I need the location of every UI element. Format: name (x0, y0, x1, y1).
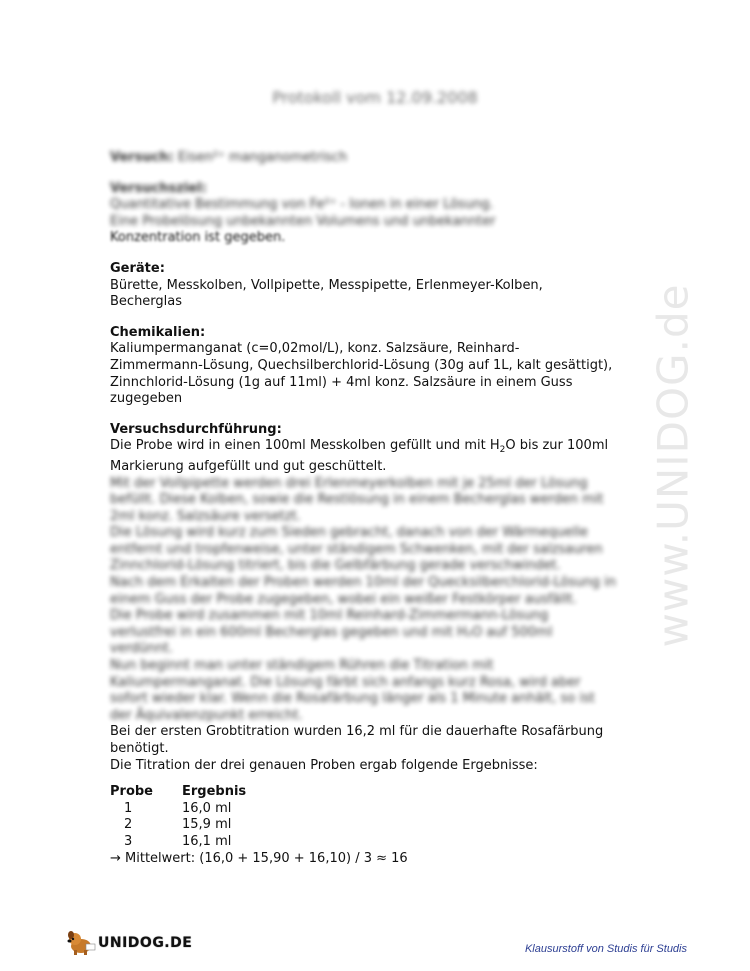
blurred-line: der Äquivalenzpunkt erreicht. (110, 707, 303, 723)
durchfuehrung-line: Die Titration der drei genauen Proben ergab folgende Ergebnisse: (110, 757, 538, 773)
table-row (110, 817, 650, 834)
chemikalien-line: zugegeben (110, 391, 183, 407)
durchfuehrung-section (110, 422, 650, 774)
unidog-logo[interactable] (66, 930, 192, 956)
results-mean: → Mittelwert: (16,0 + 15,90 + 16,10) / 3 ≈ 16 (110, 850, 408, 866)
versuchsziel-line: Quantitative Bestimmung von Fe²⁺ - Ionen in einer Lösung. (110, 197, 494, 213)
chemikalien-heading: Chemikalien: (110, 324, 206, 340)
results-header-ergebnis: Ergebnis (182, 784, 247, 800)
versuchsziel-heading: Versuchsziel: (110, 180, 207, 196)
chemikalien-line: Zinnchlorid-Lösung (1g auf 11ml) + 4ml konz. Salzsäure in einem Guss (110, 374, 573, 390)
results-probe: 3 (124, 833, 133, 849)
table-row (110, 801, 650, 818)
blurred-line: Mit der Vollpipette werden drei Erlenmeyerkolben mit je 25ml der Lösung (110, 475, 588, 491)
blurred-line: befüllt. Diese Kolben, sowie die Restlösung in einem Becherglas werden mit (110, 492, 604, 508)
versuchsziel-last-line: Konzentration ist gegeben. (110, 230, 286, 246)
blurred-line: Zinnchlorid-Lösung titriert, bis die Gelbfärbung gerade verschwindet. (110, 558, 561, 574)
blurred-line: 2ml konz. Salzsäure versetzt. (110, 508, 301, 524)
blurred-line: entfernt und tropfenweise, unter ständigem Schwenken, mit der salzsauren (110, 541, 603, 557)
results-value: 16,1 ml (182, 833, 232, 849)
durchfuehrung-line: benötigt. (110, 741, 169, 756)
document-body (110, 150, 650, 867)
dog-icon (66, 930, 96, 956)
results-probe: 1 (124, 800, 133, 816)
chemikalien-line: Zimmermann-Lösung, Quechsilberchlorid-Lösung (30g auf 1L, kalt gesättigt), (110, 357, 613, 373)
versuch-section (110, 150, 650, 167)
versuch-label: Versuch: (110, 150, 174, 165)
results-header-row (110, 784, 650, 801)
results-table (110, 784, 650, 867)
blurred-line: Die Lösung wird kurz zum Sieden gebracht, danach von der Wärmequelle (110, 525, 588, 541)
results-value: 16,0 ml (182, 800, 232, 816)
results-value: 15,9 ml (182, 817, 232, 833)
durchfuehrung-line: Markierung aufgefüllt und gut geschüttelt. (110, 458, 387, 474)
geraete-heading: Geräte: (110, 260, 165, 276)
geraete-section (110, 261, 650, 311)
blurred-line: Kaliumpermanganat. Die Lösung färbt sich anfangs kurz Rosa, wird aber (110, 674, 581, 690)
chemikalien-line: Kaliumpermanganat (c=0,02mol/L), konz. Salzsäure, Reinhard- (110, 341, 520, 357)
versuchsziel-section (110, 181, 650, 247)
results-header-probe: Probe (110, 784, 153, 800)
blurred-line: verdünnt. (110, 641, 174, 657)
page-title: Protokoll vom 12.09.2008 (272, 88, 478, 107)
footer-tagline: Klausurstoff von Studis für Studis (524, 943, 687, 955)
watermark-text: www.UNIDOG.de (648, 283, 698, 647)
blurred-line: sofort wieder klar. Wenn die Rosafärbung länger als 1 Minute anhält, so ist (110, 691, 595, 707)
logo-text: UNIDOG.DE (98, 935, 193, 951)
durchfuehrung-blurred-block (110, 476, 650, 725)
durchfuehrung-line: Die Probe wird in einen 100ml Messkolben gefüllt und mit $H_2O$ bis zur 100ml (110, 438, 609, 456)
blurred-line: verlustfrei in ein 600ml Becherglas gegeben und mit H₂O auf 500ml (110, 624, 553, 640)
blurred-line: Die Probe wird zusammen mit 10ml Reinhard-Zimmermann-Lösung (110, 608, 549, 624)
results-probe: 2 (124, 817, 133, 833)
versuchsziel-line: Eine Probelösung unbekannten Volumens und unbekannter (110, 213, 496, 229)
geraete-line: Becherglas (110, 294, 183, 310)
geraete-line: Bürette, Messkolben, Vollpipette, Messpipette, Erlenmeyer-Kolben, (110, 277, 543, 293)
blurred-line: Nach dem Erkalten der Proben werden 10ml der Quecksilberchlorid-Lösung in (110, 575, 616, 591)
versuch-text: Eisen²⁺ manganometrisch (177, 150, 348, 165)
table-row (110, 834, 650, 851)
durchfuehrung-line: Bei der ersten Grobtitration wurden 16,2 ml für die dauerhafte Rosafärbung (110, 724, 604, 740)
durchfuehrung-heading: Versuchsdurchführung: (110, 421, 282, 437)
chemikalien-section (110, 325, 650, 408)
blurred-line: Nun beginnt man unter ständigem Rühren die Titration mit (110, 658, 494, 674)
blurred-line: einem Guss der Probe zugegeben, wobei ein weißer Festkörper ausfällt. (110, 591, 577, 607)
